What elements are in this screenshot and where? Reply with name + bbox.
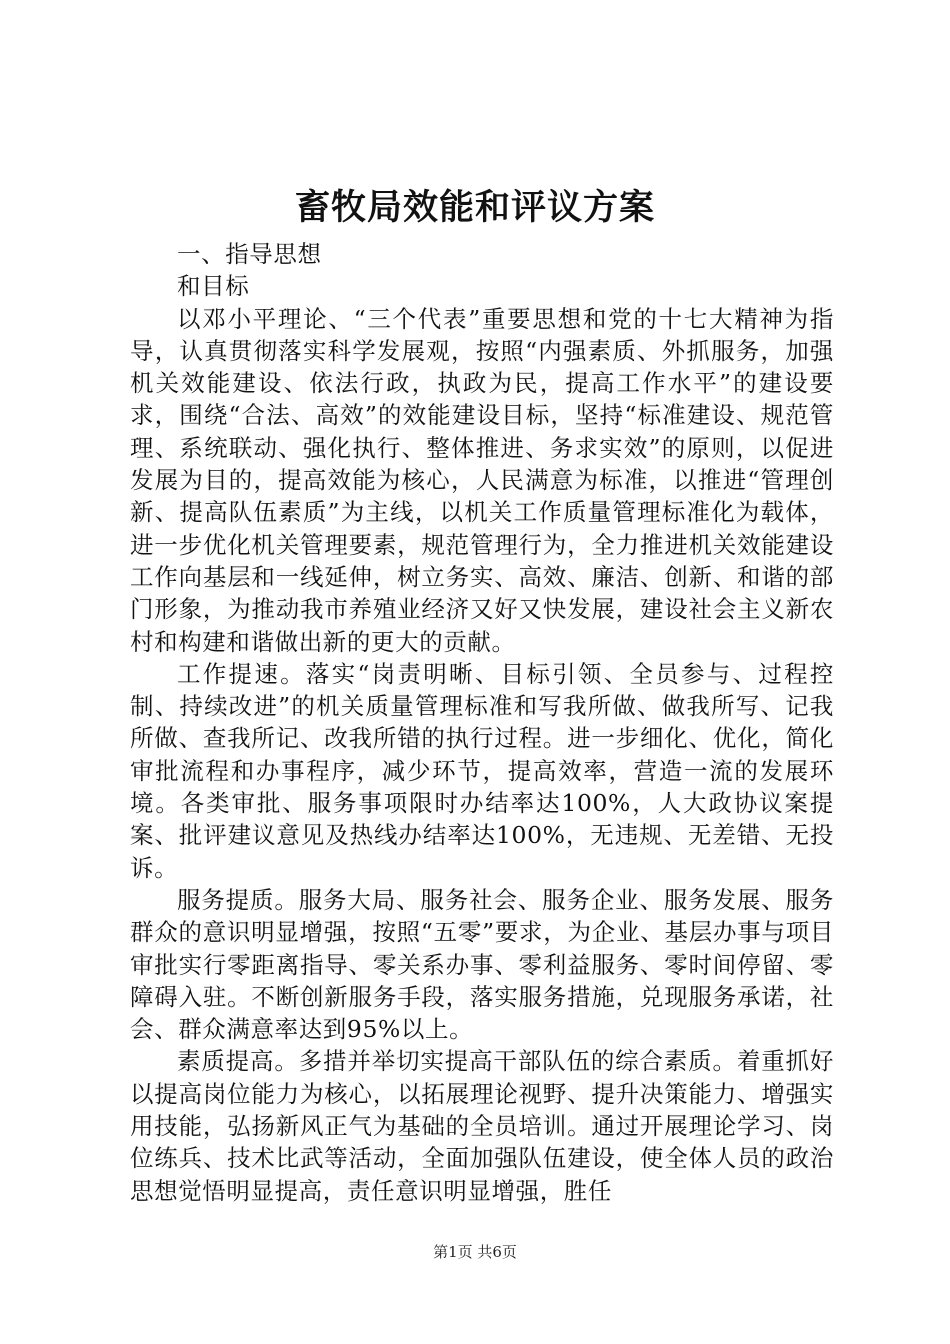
document-body — [130, 238, 834, 1207]
body-paragraph: 工作提速。落实“岗责明晰、目标引领、全员参与、过程控制、持续改进”的机关质量管理标准和写我所做、做我所写、记我所做、查我所记、改我所错的执行过程。进一步细化、优化，简化审批流程和办事程序，减少环节，提高效率，营造一流的发展环境。各类审批、服务事项限时办结率达100%，人大政协议案提案、批评建议意见及热线办结率达100%，无违规、无差错、无投诉。 — [130, 659, 834, 882]
document-title: 畜牧局效能和评议方案 — [294, 187, 655, 228]
page-number-footer: 第1页 共6页 — [433, 1243, 517, 1261]
body-paragraph: 以邓小平理论、“三个代表”重要思想和党的十七大精神为指导，认真贯彻落实科学发展观，按照“内强素质、外抓服务，加强机关效能建设、依法行政，执政为民，提高工作水平”的建设要求，围绕“合法、高效”的效能建设目标，坚持“标准建设、规范管理、系统联动、强化执行、整体推进、务求实效”的原则，以促进发展为目的，提高效能为核心，人民满意为标准，以推进“管理创新、提高队伍素质”为主线，以机关工作质量管理标准化为载体，进一步优化机关管理要素，规范管理行为，全力推进机关效能建设工作向基层和一线延伸，树立务实、高效、廉洁、创新、和谐的部门形象，为推动我市养殖业经济又好又快发展，建设社会主义新农村和构建和谐做出新的更大的贡献。 — [130, 304, 834, 656]
section-heading: 一、指导思想 — [177, 240, 322, 268]
body-paragraph: 服务提质。服务大局、服务社会、服务企业、服务发展、服务群众的意识明显增强，按照“五零”要求，为企业、基层办事与项目审批实行零距离指导、零关系办事、零利益服务、零时间停留、零障碍入驻。不断创新服务手段，落实服务措施，兑现服务承诺，社会、群众满意率达到95%以上。 — [130, 885, 834, 1044]
body-paragraph: 素质提高。多措并举切实提高干部队伍的综合素质。着重抓好以提高岗位能力为核心，以拓展理论视野、提升决策能力、增强实用技能，弘扬新风正气为基础的全员培训。通过开展理论学习、岗位练兵、技术比武等活动，全面加强队伍建设，使全体人员的政治思想觉悟明显提高，责任意识明显增强，胜任 — [130, 1047, 834, 1205]
section-heading-continuation: 和目标 — [177, 272, 250, 301]
